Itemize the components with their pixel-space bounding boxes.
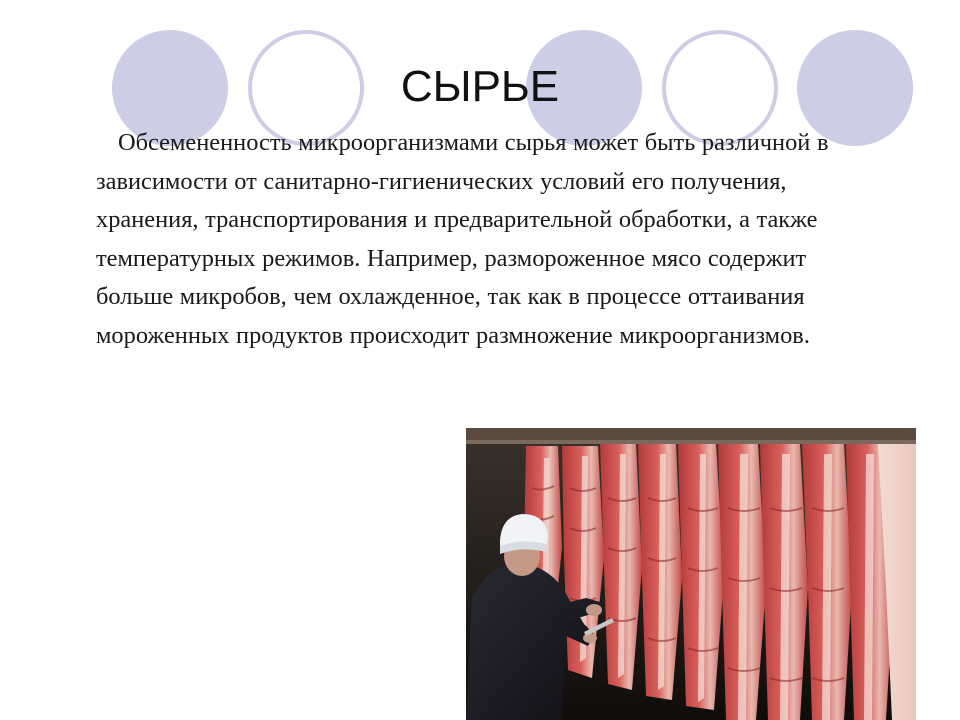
- meat-carcass-photo: [466, 428, 916, 720]
- body-paragraph: Обсемененность микроорганизмами сырья может быть различной в зависимости от санитарно-гигиенических условий его получения, хранения, транспортирования и предварительной обработки, а также температурных режимов. Например, размороженное мясо содержит больше микробов, чем охлажденное, так как в процессе оттаивания мороженных продуктов происходит размножение микроорганизмов.: [96, 129, 829, 349]
- slide-title: СЫРЬЕ: [400, 62, 560, 111]
